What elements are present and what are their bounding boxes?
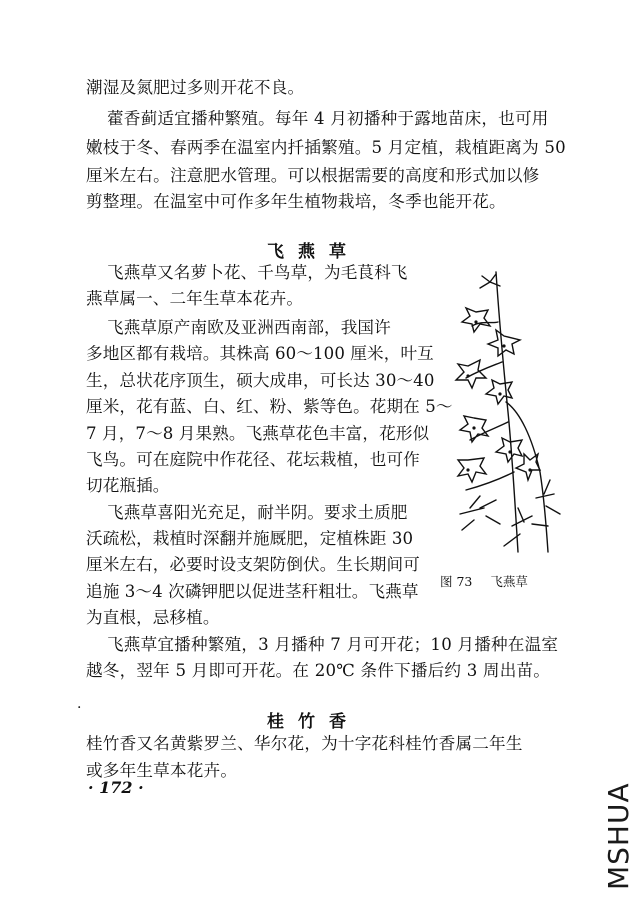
text-line: 厘米，花有蓝、白、红、粉、紫等色。花期在 5～ <box>86 397 453 416</box>
text-line: 为直根，忌移植。 <box>86 608 220 627</box>
text-line: 嫩枝于冬、春两季在温室内扦插繁殖。5 月定植，栽植距离为 50 <box>86 138 566 157</box>
text-line: 生，总状花序顶生，硕大成串，可长达 30～40 <box>86 371 435 390</box>
text-line: 剪整理。在温室中可作多年生植物栽培，冬季也能开花。 <box>86 192 506 211</box>
text-line: 燕草属一、二年生草本花卉。 <box>86 289 304 308</box>
text-line: 潮湿及氮肥过多则开花不良。 <box>86 78 305 97</box>
text-line: 厘米左右。注意肥水管理。可以根据需要的高度和形式加以修 <box>86 166 540 185</box>
figure-caption-text: 飞燕草 <box>490 574 528 589</box>
watermark <box>592 780 635 890</box>
text-line: 沃疏松，栽植时深翻并施厩肥，定植株距 30 <box>86 529 414 548</box>
text-line: 7 月，7～8 月果熟。飞燕草花色丰富，花形似 <box>86 424 430 443</box>
text-line: 飞鸟。可在庭院中作花径、花坛栽植，也可作 <box>86 450 420 469</box>
text-line: 桂竹香又名黄紫罗兰、华尔花，为十字花科桂竹香属二年生 <box>86 734 523 753</box>
watermark-text: MSHUA <box>602 782 635 890</box>
text-line: 越冬，翌年 5 月即可开花。在 20℃ 条件下播后约 3 周出苗。 <box>86 661 551 680</box>
text-line: 厘米左右，必要时设支架防倒伏。生长期间可 <box>86 555 420 574</box>
text-line: 切花瓶插。 <box>86 476 170 495</box>
stray-mark: · <box>77 700 82 716</box>
text-line: 追施 3～4 次磷钾肥以促进茎秆粗壮。飞燕草 <box>86 582 419 601</box>
text-line: 藿香蓟适宜播种繁殖。每年 4 月初播种于露地苗床，也可用 <box>107 109 549 128</box>
text-line: 飞燕草宜播种繁殖，3 月播种 7 月可开花；10 月播种在温室 <box>107 635 559 654</box>
page-number: · 172 · <box>88 778 144 797</box>
figure-caption <box>440 572 528 590</box>
text-line: 或多年生草本花卉。 <box>86 761 238 780</box>
text-line: 飞燕草原产南欧及亚洲西南部，我国许 <box>107 318 391 337</box>
section-heading: 飞燕草 <box>267 242 360 262</box>
text-line: 飞燕草喜阳光充足，耐半阴。要求土质肥 <box>107 503 408 522</box>
text-line: 飞燕草又名萝卜花、千鸟草，为毛茛科飞 <box>107 263 408 282</box>
figure-label: 图 73 <box>440 574 473 589</box>
section-heading: 桂竹香 <box>267 712 360 732</box>
text-line: 多地区都有栽培。其株高 60～100 厘米，叶互 <box>86 344 434 363</box>
larkspur-illustration <box>440 262 564 562</box>
